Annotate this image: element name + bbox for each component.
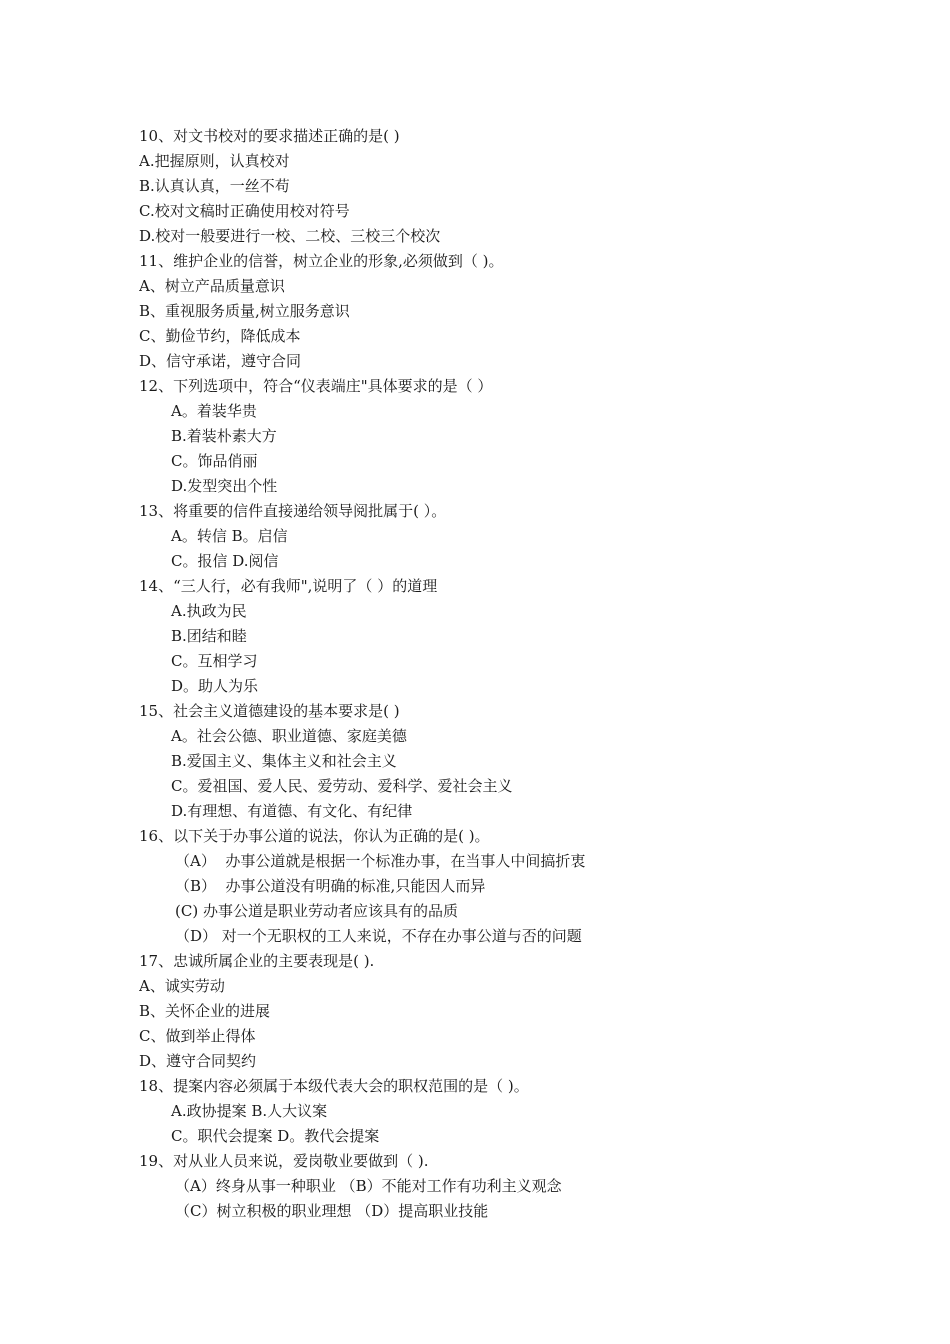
text-line: 15、社会主义道德建设的基本要求是( ) [139,702,400,720]
text-line: 14、“三人行，必有我师",说明了（ ）的道理 [139,577,438,595]
text-line: 11、维护企业的信誉，树立企业的形象,必须做到（ )。 [139,252,504,270]
text-line: B.着装朴素大方 [171,427,277,445]
text-line: A.把握原则，认真校对 [139,152,290,170]
text-line: B、关怀企业的进展 [139,1002,271,1020]
text-line: C。互相学习 [171,652,258,670]
document-body [139,124,859,1224]
text-line: （B） 办事公道没有明确的标准,只能因人而异 [175,877,486,895]
text-line: D.校对一般要进行一校、二校、三校三个校次 [139,227,441,245]
text-line: D.有理想、有道德、有文化、有纪律 [171,802,413,820]
text-line: C。爱祖国、爱人民、爱劳动、爱科学、爱社会主义 [171,777,513,795]
text-line: （A）终身从事一种职业 （B）不能对工作有功利主义观念 [175,1177,562,1195]
text-line: （D） 对一个无职权的工人来说，不存在办事公道与否的问题 [175,927,582,945]
text-line: A。着装华贵 [171,402,257,420]
text-line: 17、忠诚所属企业的主要表现是( ). [139,952,375,970]
text-line: （A） 办事公道就是根据一个标准办事，在当事人中间搞折衷 [175,852,586,870]
text-line: （C）树立积极的职业理想 （D）提高职业技能 [175,1202,489,1220]
text-line: B.团结和睦 [171,627,247,645]
text-line: 12、下列选项中，符合“仪表端庄"具体要求的是（ ） [139,377,493,395]
text-line: D、遵守合同契约 [139,1052,257,1070]
text-line: 10、对文书校对的要求描述正确的是( ) [139,127,400,145]
text-line: A.政协提案 B.人大议案 [171,1102,328,1120]
text-line: 19、对从业人员来说，爱岗敬业要做到（ ). [139,1152,429,1170]
text-line: C。饰品俏丽 [171,452,258,470]
text-line: 18、提案内容必须属于本级代表大会的职权范围的是（ )。 [139,1077,529,1095]
text-line: D.发型突出个性 [171,477,278,495]
text-line: C。职代会提案 D。教代会提案 [171,1127,380,1145]
text-line: B.爱国主义、集体主义和社会主义 [171,752,397,770]
text-line: A、树立产品质量意识 [139,277,285,295]
text-line: D、信守承诺，遵守合同 [139,352,302,370]
text-line: C、勤俭节约，降低成本 [139,327,301,345]
text-line: A.执政为民 [171,602,247,620]
text-line: 13、将重要的信件直接递给领导阅批属于( ）。 [139,502,447,520]
text-line: B、重视服务质量,树立服务意识 [139,302,350,320]
text-line: A。社会公德、职业道德、家庭美德 [171,727,407,745]
text-line: C。报信 D.阅信 [171,552,279,570]
text-line: C.校对文稿时正确使用校对符号 [139,202,350,220]
text-line: 16、以下关于办事公道的说法，你认为正确的是( )。 [139,827,490,845]
text-line: C、做到举止得体 [139,1027,256,1045]
text-line: B.认真认真，一丝不苟 [139,177,290,195]
text-line: D。助人为乐 [171,677,259,695]
text-line: (C) 办事公道是职业劳动者应该具有的品质 [175,902,458,920]
text-line: A、诚实劳动 [139,977,225,995]
text-line: A。转信 B。启信 [171,527,288,545]
